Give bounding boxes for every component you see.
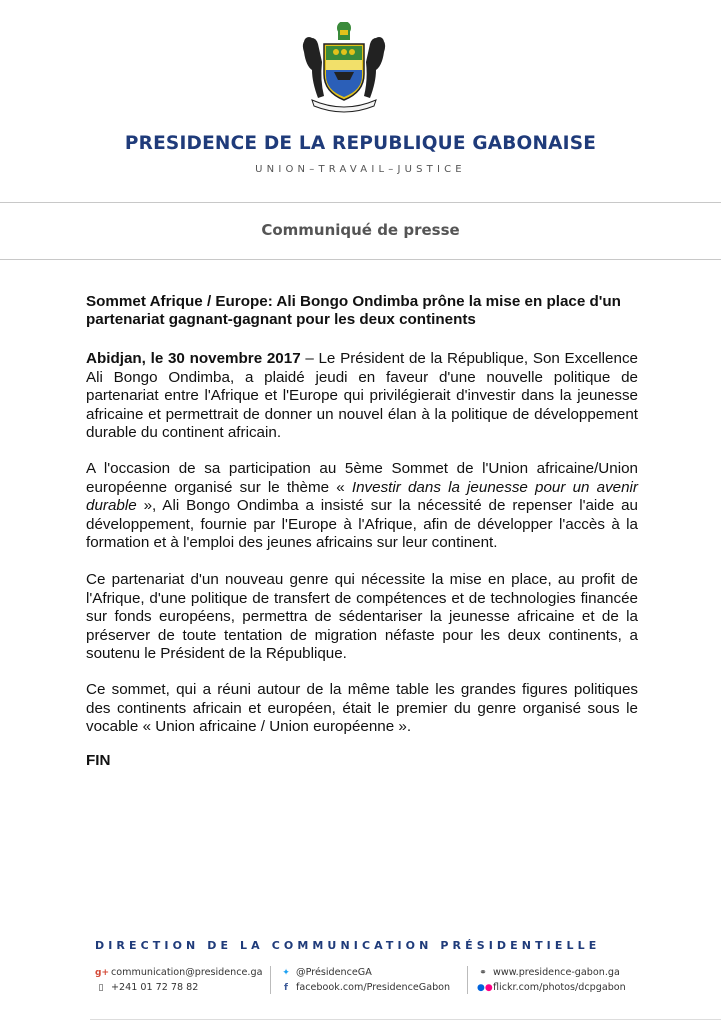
footer-web-column bbox=[477, 966, 626, 995]
paragraph-2 bbox=[86, 460, 638, 553]
paragraph-4: Ce sommet, qui a réuni autour de la même table les grandes figures politiques des continents africain et européen, était le premier du genre organisé sous le vocable « Union africaine / Union européenne ». bbox=[86, 681, 638, 736]
footer-social-column bbox=[280, 966, 450, 995]
header-divider-bottom bbox=[0, 259, 721, 260]
footer-email[interactable]: communication@presidence.ga bbox=[111, 967, 263, 978]
paragraph-2-lead: A l'occasion de sa participation au 5ème Sommet de l'Union africaine/Union européenne organisé sur le thème « bbox=[86, 460, 638, 496]
link-icon: ⚭ bbox=[479, 968, 487, 978]
footer-title: DIRECTION DE LA COMMUNICATION PRÉSIDENTIELLE bbox=[95, 939, 601, 952]
footer-facebook[interactable]: facebook.com/PresidenceGabon bbox=[296, 981, 451, 993]
facebook-icon: f bbox=[284, 982, 288, 993]
phone-icon: ▯ bbox=[98, 982, 104, 993]
google-plus-icon: g+ bbox=[95, 968, 109, 978]
document-type: Communiqué de presse bbox=[261, 221, 460, 239]
paragraph-1-text: – Le Président de la République, Son Excellence Ali Bongo Ondimba, a plaidé jeudi en faveur d'une nouvelle politique de partenariat entre l'Afrique et l'Europe qui privilégierait d'investir dans la jeunesse africaine et permettrait de donner un nouvel élan à la politique de développement durable du continent africain. bbox=[86, 350, 638, 442]
footer-website[interactable]: www.presidence-gabon.ga bbox=[493, 967, 620, 978]
footer-bottom-rule bbox=[90, 1019, 721, 1020]
coat-of-arms-icon bbox=[298, 22, 390, 114]
footer-separator bbox=[270, 966, 271, 994]
dateline: Abidjan, le 30 novembre 2017 bbox=[86, 350, 301, 367]
footer-phone: +241 01 72 78 82 bbox=[111, 981, 199, 993]
article-headline: Sommet Afrique / Europe: Ali Bongo Ondimba prône la mise en place d'un partenariat gagnant-gagnant pour les deux continents bbox=[86, 293, 621, 328]
summit-theme: Investir dans la jeunesse pour un avenir durable bbox=[86, 478, 638, 515]
header-divider-top bbox=[0, 202, 721, 203]
footer-separator bbox=[467, 966, 468, 994]
end-marker: FIN bbox=[86, 752, 111, 769]
paragraph-2-tail: », Ali Bongo Ondimba a insisté sur la nécessité de repenser l'aide au développement, fournie par l'Europe à l'Afrique, afin de développer l'accès à la formation et à l'emploi des jeunes africains sur leur continent. bbox=[86, 497, 638, 552]
footer-contact-column bbox=[95, 966, 262, 995]
paragraph-3: Ce partenariat d'un nouveau genre qui nécessite la mise en place, au profit de l'Afrique, d'une politique de transfert de compétences et de technologies financée sur fonds européens, permettra de sédentariser la jeunesse africaine et de la préserver de toute tentation de migration néfaste pour les deux continents, a soutenu le Président de la République. bbox=[86, 571, 638, 663]
twitter-icon: ✦ bbox=[282, 968, 290, 978]
footer-twitter[interactable]: @PrésidenceGA bbox=[296, 967, 372, 978]
footer-flickr[interactable]: flickr.com/photos/dcpgabon bbox=[493, 981, 626, 993]
motto: UNION–TRAVAIL–JUSTICE bbox=[255, 164, 466, 175]
flickr-icon: ●● bbox=[477, 982, 493, 993]
page-title: PRESIDENCE DE LA REPUBLIQUE GABONAISE bbox=[124, 133, 597, 154]
paragraph-1 bbox=[86, 350, 638, 443]
